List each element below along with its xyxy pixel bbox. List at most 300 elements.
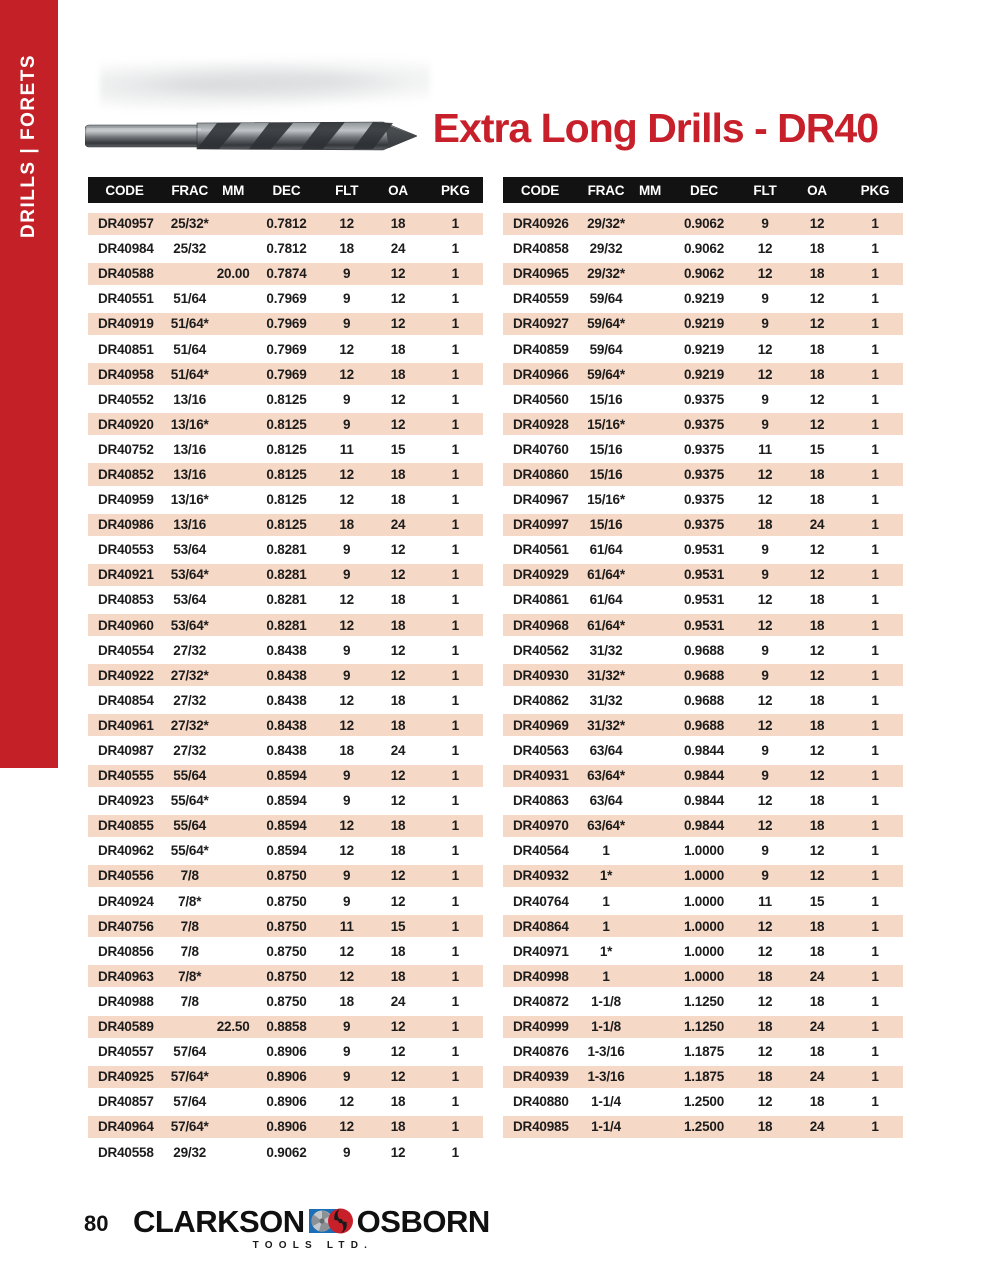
drill-photo-watermark	[100, 56, 430, 110]
cell-code: DR40563	[513, 743, 569, 759]
table-row	[503, 713, 903, 738]
cell-code: DR40920	[98, 416, 154, 432]
cell-oa: 24	[809, 1069, 825, 1085]
cell-oa: 12	[390, 893, 406, 909]
cell-flt: 12	[757, 717, 773, 733]
cell-oa: 15	[809, 441, 825, 457]
cell-pkg: 1	[451, 1119, 459, 1135]
cell-mm	[635, 688, 665, 713]
table-row	[88, 587, 483, 612]
cell-pkg: 1	[871, 241, 879, 257]
cell-pkg: 1	[871, 918, 879, 934]
cell-frac: 63/64*	[587, 768, 625, 784]
cell-frac: 63/64	[589, 743, 623, 759]
table-row	[88, 1139, 483, 1164]
cell-flt: 18	[757, 1119, 773, 1135]
cell-code: DR40863	[513, 793, 569, 809]
cell-code: DR40851	[98, 341, 154, 357]
cell-mm	[635, 614, 665, 636]
cell-dec: 0.8750	[266, 968, 307, 984]
cell-code: DR40860	[513, 466, 569, 482]
cell-mm	[635, 838, 665, 863]
cell-mm	[218, 413, 248, 435]
table-row	[88, 261, 483, 286]
table-row	[503, 1114, 903, 1139]
cell-mm	[218, 487, 248, 512]
cell-pkg: 1	[871, 1094, 879, 1110]
cell-mm	[218, 815, 248, 837]
cell-frac: 61/64	[589, 542, 623, 558]
cell-frac: 1	[602, 918, 610, 934]
cell-frac: 57/64*	[170, 1119, 209, 1135]
cell-oa: 12	[390, 1044, 406, 1060]
cell-oa: 12	[390, 768, 406, 784]
cell-code: DR40985	[513, 1119, 569, 1135]
cell-oa: 18	[809, 266, 825, 282]
cell-flt: 12	[339, 1094, 354, 1110]
cell-mm	[635, 1039, 665, 1064]
cell-flt: 12	[757, 692, 773, 708]
cell-code: DR40965	[513, 266, 569, 282]
cell-oa: 18	[809, 717, 825, 733]
cell-pkg: 1	[871, 517, 879, 533]
cell-oa: 12	[390, 642, 406, 658]
table-row	[88, 1089, 483, 1114]
cell-flt: 9	[761, 216, 769, 232]
cell-oa: 18	[809, 466, 825, 482]
cell-frac: 15/16	[589, 441, 623, 457]
cell-pkg: 1	[871, 316, 879, 332]
cell-flt: 12	[757, 341, 773, 357]
cell-flt: 18	[757, 1019, 773, 1035]
cell-mm	[218, 336, 248, 361]
cell-oa: 18	[390, 717, 406, 733]
table-row	[503, 211, 903, 236]
cell-pkg: 1	[451, 567, 459, 583]
table-row	[88, 1064, 483, 1089]
table-row	[88, 412, 483, 437]
cell-mm	[635, 865, 665, 887]
cell-code: DR40554	[98, 642, 154, 658]
cell-oa: 12	[809, 642, 825, 658]
cell-flt: 12	[757, 918, 773, 934]
cell-frac: 61/64*	[587, 567, 625, 583]
drill-table-right	[503, 177, 903, 1139]
cell-pkg: 1	[451, 793, 459, 809]
cell-mm	[635, 286, 665, 311]
table-row	[503, 914, 903, 939]
cell-dec: 0.8125	[266, 441, 307, 457]
cell-oa: 18	[390, 843, 406, 859]
cell-dec: 0.8594	[266, 818, 307, 834]
table-row	[88, 1014, 483, 1039]
cell-flt: 9	[343, 1019, 351, 1035]
cell-dec: 0.8438	[266, 692, 307, 708]
cell-flt: 9	[761, 868, 769, 884]
cell-frac: 13/16*	[170, 416, 209, 432]
cell-dec: 0.8438	[266, 717, 307, 733]
cell-mm	[218, 1139, 248, 1164]
cell-code: DR40969	[513, 717, 569, 733]
cell-mm	[635, 714, 665, 736]
cell-code: DR40553	[98, 542, 154, 558]
table-row	[503, 412, 903, 437]
column-header-pkg: PKG	[860, 182, 890, 198]
cell-code: DR40970	[513, 818, 569, 834]
table-row	[88, 663, 483, 688]
cell-pkg: 1	[871, 466, 879, 482]
table-header	[503, 177, 903, 203]
cell-oa: 24	[390, 743, 406, 759]
table-row	[88, 286, 483, 311]
cell-dec: 0.8594	[266, 793, 307, 809]
cell-code: DR40924	[98, 893, 154, 909]
cell-flt: 12	[339, 843, 354, 859]
cell-flt: 12	[339, 717, 354, 733]
cell-code: DR40997	[513, 517, 569, 533]
cell-mm	[218, 788, 248, 813]
cell-pkg: 1	[871, 743, 879, 759]
cell-flt: 12	[339, 492, 354, 508]
cell-dec: 0.9688	[683, 667, 725, 683]
cell-oa: 18	[809, 241, 825, 257]
cell-dec: 0.7812	[266, 216, 307, 232]
cell-oa: 12	[390, 542, 406, 558]
cell-dec: 0.9219	[683, 366, 725, 382]
table-row	[503, 1014, 903, 1039]
cell-flt: 9	[761, 843, 769, 859]
cell-code: DR40964	[98, 1119, 154, 1135]
table-row	[503, 688, 903, 713]
cell-dec: 0.8906	[266, 1044, 307, 1060]
cell-dec: 0.9375	[683, 492, 725, 508]
cell-frac: 27/32*	[170, 717, 209, 733]
cell-oa: 24	[390, 241, 406, 257]
cell-pkg: 1	[451, 542, 459, 558]
cell-mm	[635, 437, 665, 462]
cell-code: DR40760	[513, 441, 569, 457]
cell-oa: 12	[390, 291, 406, 307]
cell-frac: 27/32	[173, 642, 207, 658]
cell-frac: 7/8	[180, 993, 199, 1009]
cell-mm	[218, 688, 248, 713]
cell-code: DR40854	[98, 692, 154, 708]
cell-oa: 18	[390, 592, 406, 608]
cell-flt: 12	[757, 943, 773, 959]
table-row	[88, 638, 483, 663]
cell-mm	[635, 1016, 665, 1038]
cell-dec: 1.0000	[683, 868, 725, 884]
cell-code: DR40939	[513, 1069, 569, 1085]
cell-oa: 18	[809, 341, 825, 357]
cell-oa: 12	[809, 291, 825, 307]
cell-oa: 12	[390, 1019, 406, 1035]
cell-oa: 12	[809, 868, 825, 884]
cell-flt: 12	[339, 818, 354, 834]
cell-mm	[218, 838, 248, 863]
cell-oa: 18	[809, 993, 825, 1009]
cell-pkg: 1	[871, 868, 879, 884]
cell-code: DR40562	[513, 642, 569, 658]
cell-oa: 12	[809, 391, 825, 407]
cell-frac: 59/64	[589, 341, 623, 357]
cell-pkg: 1	[871, 692, 879, 708]
cell-oa: 18	[390, 492, 406, 508]
cell-dec: 1.0000	[683, 918, 725, 934]
cell-dec: 0.9062	[683, 216, 725, 232]
cell-code: DR40557	[98, 1044, 154, 1060]
cell-frac: 1-1/4	[591, 1119, 621, 1135]
cell-mm: 22.50	[216, 1019, 250, 1035]
cell-mm	[635, 463, 665, 485]
cell-pkg: 1	[451, 1019, 459, 1035]
cell-pkg: 1	[451, 768, 459, 784]
column-header-dec: DEC	[690, 182, 718, 198]
cell-dec: 0.8594	[266, 768, 307, 784]
cell-frac: 53/64*	[170, 567, 209, 583]
cell-pkg: 1	[451, 492, 459, 508]
cell-mm	[635, 989, 665, 1014]
cell-dec: 0.7812	[266, 241, 307, 257]
cell-mm	[218, 564, 248, 586]
cell-frac: 15/16	[589, 466, 623, 482]
cell-pkg: 1	[451, 943, 459, 959]
cell-oa: 12	[390, 266, 406, 282]
cell-mm	[218, 939, 248, 964]
column-header-mm: MM	[222, 182, 245, 198]
table-row	[88, 211, 483, 236]
cell-frac: 1	[602, 843, 610, 859]
cell-pkg: 1	[451, 1094, 459, 1110]
cell-oa: 18	[390, 943, 406, 959]
cell-pkg: 1	[871, 492, 879, 508]
table-row	[503, 587, 903, 612]
column-header-oa: OA	[388, 182, 408, 198]
table-row	[88, 788, 483, 813]
cell-pkg: 1	[451, 893, 459, 909]
cell-pkg: 1	[451, 1044, 459, 1060]
cell-pkg: 1	[451, 241, 459, 257]
cell-mm	[635, 263, 665, 285]
cell-flt: 12	[757, 266, 773, 282]
cell-dec: 0.7969	[266, 341, 307, 357]
cell-flt: 9	[343, 768, 351, 784]
brand-logo	[133, 1202, 490, 1251]
cell-oa: 12	[390, 868, 406, 884]
cell-flt: 9	[343, 1069, 351, 1085]
table-row	[88, 387, 483, 412]
cell-code: DR40853	[98, 592, 154, 608]
cell-code: DR40921	[98, 567, 154, 583]
cell-dec: 0.9688	[683, 717, 725, 733]
cell-frac: 7/8	[180, 943, 199, 959]
table-row	[88, 889, 483, 914]
drill-bit-image	[85, 107, 417, 163]
table-row	[503, 462, 903, 487]
cell-frac: 29/32*	[587, 266, 625, 282]
table-row	[88, 1114, 483, 1139]
cell-pkg: 1	[871, 416, 879, 432]
cell-frac: 51/64*	[170, 366, 209, 382]
cell-oa: 18	[809, 943, 825, 959]
cell-code: DR40561	[513, 542, 569, 558]
cell-pkg: 1	[871, 717, 879, 733]
table-row	[88, 462, 483, 487]
cell-code: DR40958	[98, 366, 154, 382]
cell-oa: 18	[809, 1044, 825, 1060]
cell-dec: 0.8906	[266, 1094, 307, 1110]
cell-code: DR40556	[98, 868, 154, 884]
cell-flt: 12	[339, 943, 354, 959]
cell-pkg: 1	[451, 517, 459, 533]
cell-pkg: 1	[871, 542, 879, 558]
cell-oa: 12	[809, 667, 825, 683]
cell-dec: 0.8438	[266, 743, 307, 759]
cell-oa: 12	[390, 391, 406, 407]
cell-frac: 31/32*	[587, 717, 625, 733]
brand-name-left: CLARKSON	[133, 1203, 305, 1239]
cell-flt: 12	[757, 793, 773, 809]
cell-mm	[635, 213, 665, 235]
cell-mm	[218, 463, 248, 485]
cell-pkg: 1	[451, 843, 459, 859]
cell-mm	[635, 889, 665, 914]
cell-frac: 51/64	[173, 341, 207, 357]
cell-oa: 18	[809, 793, 825, 809]
cell-oa: 18	[809, 592, 825, 608]
cell-dec: 0.9531	[683, 617, 725, 633]
cell-code: DR40927	[513, 316, 569, 332]
table-row	[503, 613, 903, 638]
table-row	[503, 512, 903, 537]
cell-frac: 59/64	[589, 291, 623, 307]
cell-frac: 13/16	[173, 441, 207, 457]
cell-code: DR40967	[513, 492, 569, 508]
cell-code: DR40588	[98, 266, 154, 282]
cell-flt: 18	[757, 1069, 773, 1085]
column-header-pkg: PKG	[440, 182, 470, 198]
cell-pkg: 1	[871, 567, 879, 583]
cell-mm	[635, 915, 665, 937]
column-header-flt: FLT	[753, 182, 777, 198]
cell-code: DR40864	[513, 918, 569, 934]
cell-mm	[635, 1116, 665, 1138]
cell-frac: 27/32	[173, 743, 207, 759]
cell-oa: 12	[809, 542, 825, 558]
cell-dec: 0.7969	[266, 291, 307, 307]
column-header-code: CODE	[520, 182, 560, 198]
cell-dec: 0.8750	[266, 918, 307, 934]
table-row	[503, 989, 903, 1014]
column-header-flt: FLT	[335, 182, 359, 198]
table-row	[503, 813, 903, 838]
table-row	[88, 336, 483, 361]
cell-flt: 12	[757, 466, 773, 482]
cell-flt: 9	[343, 893, 351, 909]
cell-mm	[218, 889, 248, 914]
cell-oa: 24	[390, 517, 406, 533]
cell-flt: 9	[761, 391, 769, 407]
cell-code: DR40859	[513, 341, 569, 357]
cell-pkg: 1	[451, 667, 459, 683]
cell-dec: 1.0000	[683, 943, 725, 959]
table-header	[88, 177, 483, 203]
sidebar-label: DRILLS | FORETS	[18, 53, 39, 238]
cell-pkg: 1	[451, 266, 459, 282]
cell-mm	[218, 313, 248, 335]
cell-pkg: 1	[451, 868, 459, 884]
table-row	[88, 236, 483, 261]
cell-code: DR40855	[98, 818, 154, 834]
cell-pkg: 1	[871, 216, 879, 232]
cell-oa: 24	[390, 993, 406, 1009]
cell-flt: 12	[339, 968, 354, 984]
cell-pkg: 1	[451, 291, 459, 307]
cell-pkg: 1	[871, 993, 879, 1009]
cell-dec: 0.7874	[266, 266, 307, 282]
cell-dec: 0.8750	[266, 893, 307, 909]
cell-oa: 18	[809, 1094, 825, 1110]
cell-flt: 9	[761, 642, 769, 658]
cell-flt: 18	[757, 517, 773, 533]
cell-frac: 53/64*	[170, 617, 209, 633]
cell-flt: 12	[339, 341, 354, 357]
cell-oa: 24	[809, 517, 825, 533]
table-row	[88, 437, 483, 462]
cell-dec: 0.9531	[683, 542, 725, 558]
cell-dec: 0.8281	[266, 592, 307, 608]
cell-flt: 9	[343, 1044, 351, 1060]
cell-frac: 7/8*	[178, 968, 202, 984]
cell-code: DR40880	[513, 1094, 569, 1110]
cell-pkg: 1	[451, 391, 459, 407]
cell-pkg: 1	[451, 743, 459, 759]
cell-oa: 18	[809, 692, 825, 708]
cell-frac: 27/32	[173, 692, 207, 708]
cell-code: DR40862	[513, 692, 569, 708]
cell-pkg: 1	[871, 1044, 879, 1060]
cell-dec: 1.1250	[683, 1019, 725, 1035]
cell-frac: 15/16	[589, 517, 623, 533]
cell-dec: 0.9688	[683, 642, 725, 658]
table-row	[88, 688, 483, 713]
cell-pkg: 1	[871, 667, 879, 683]
cell-mm	[635, 537, 665, 562]
cell-dec: 1.1875	[683, 1069, 725, 1085]
table-row	[88, 989, 483, 1014]
table-row	[88, 838, 483, 863]
cell-frac: 51/64*	[170, 316, 209, 332]
cell-pkg: 1	[871, 768, 879, 784]
cell-dec: 0.8906	[266, 1119, 307, 1135]
cell-flt: 9	[761, 416, 769, 432]
column-header-frac: FRAC	[171, 182, 209, 198]
cell-oa: 18	[390, 818, 406, 834]
cell-dec: 0.8906	[266, 1069, 307, 1085]
cell-code: DR40929	[513, 567, 569, 583]
cell-dec: 0.9375	[683, 517, 725, 533]
cell-oa: 18	[390, 968, 406, 984]
cell-code: DR40959	[98, 492, 154, 508]
table-row	[88, 1039, 483, 1064]
table-row	[503, 663, 903, 688]
cell-flt: 18	[339, 517, 354, 533]
cell-dec: 1.0000	[683, 843, 725, 859]
cell-mm	[635, 487, 665, 512]
cell-frac: 1-1/8	[591, 1019, 621, 1035]
cell-mm	[218, 714, 248, 736]
cell-frac: 51/64	[173, 291, 207, 307]
